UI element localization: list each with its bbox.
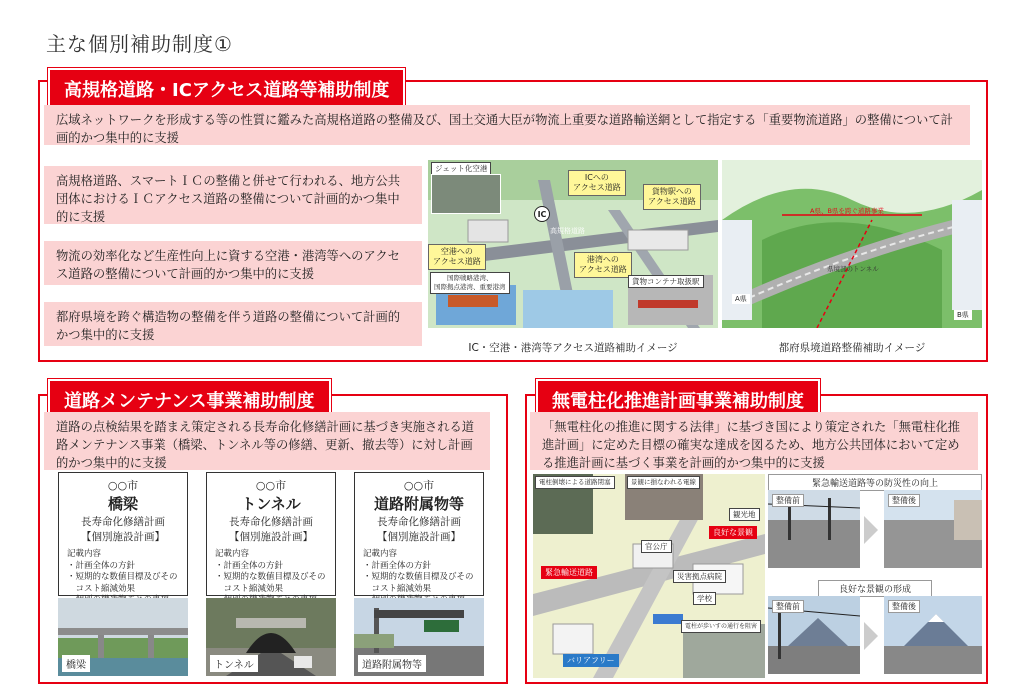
arrow-right-icon [864,622,878,650]
card-sub2: 【個別施設計画】 [81,531,165,543]
label-barrier-free: バリアフリー [563,654,619,667]
section-highway-tab: 高規格道路・ICアクセス道路等補助制度 [48,68,405,110]
card-item-line: ・計画全体の方針 [215,560,284,571]
airport-photo [431,174,501,214]
label-government-office: 官公庁 [641,540,672,553]
ic-access-caption: IC・空港・港湾等アクセス道路補助イメージ [468,342,678,354]
card-items-heading: 記載内容 [215,549,250,559]
label-expressway: 高規格道路 [550,227,585,235]
card-city: ○○市 [107,479,139,492]
panel1-title: 緊急輸送道路等の防災性の向上 [768,474,982,491]
card-name: トンネル [241,495,301,513]
card-items-heading: 記載内容 [67,549,102,559]
card-item-line: ・短期的な数値目標及びその [215,572,326,582]
ic-access-illustration [428,160,718,328]
panel-good-scenery [768,580,982,678]
panel2-after-label: 整備後 [888,600,920,613]
section-pole-free-tab: 無電柱化推進計画事業補助制度 [536,379,820,421]
label-jet-airport: ジェット化空港 [431,162,491,175]
label-scenery-harm: 景観に損なわれる電線 [627,476,700,489]
section-highway-intro: 広域ネットワークを形成する等の性質に鑑みた高規格道路の整備及び、国土交通大臣が物流上重要な道路輸送網として指定する「重要物流道路」の整備について計画的かつ集中的に支援 [44,105,970,145]
card-items-heading: 記載内容 [363,549,398,559]
road-accessories-photo-label: 道路附属物等 [358,655,426,672]
ic-mark: IC [534,206,550,222]
section-highway-item-2: 物流の効率化など生産性向上に資する空港・港湾等へのアクセス道路の整備について計画的かつ集中的に支援 [44,241,422,285]
label-good-scenery: 良好な景観 [709,526,757,539]
label-pref-b: B県 [954,310,972,320]
label-border-tunnel: 県境部のトンネル [827,265,879,273]
card-item-line: コスト縮減効果 [363,583,432,594]
label-freight-station-access: 貨物駅への アクセス道路 [643,184,701,210]
prefecture-border-drawing [722,160,982,328]
card-item-line: ・短期的な数値目標及びその [363,572,474,582]
label-airport-access-road: 空港への アクセス道路 [428,244,486,270]
tunnel-photo-label: トンネル [210,655,258,672]
label-pole-collapse-road: 電柱倒壊による道路閉塞 [535,476,615,489]
label-emergency-road: 緊急輸送道路 [541,566,597,579]
panel-disaster-resilience [768,474,982,572]
tunnel-photo [206,598,336,676]
page-title: 主な個別補助制度① [46,32,233,56]
section-maintenance-tab: 道路メンテナンス事業補助制度 [48,379,331,421]
panel2-before-label: 整備前 [772,600,804,613]
plan-card-tunnel [206,472,336,596]
card-item-line: コスト縮減効果 [67,583,136,594]
panel1-after-label: 整備後 [888,494,920,507]
section-maintenance-intro: 道路の点検結果を踏まえ策定される長寿命化修繕計画に基づき実施される道路メンテナンス事業（橋梁、トンネル等の修繕、更新、撤去等）に対し計画的かつ集中的に支援 [44,412,490,470]
panel1-before-label: 整備前 [772,494,804,507]
section-pole-free-intro: 「無電柱化の推進に関する法律」に基づき国により策定された「無電柱化推進計画」に定めた目標の確実な達成を図るため、地方公共団体において定める推進計画に基づく事業を計画的かつ集中的に支援 [530,412,978,470]
card-city: ○○市 [403,479,435,492]
label-disaster-hospital: 災害拠点病院 [673,570,726,583]
road-accessories-photo [354,598,484,676]
card-item-line: ・計画全体の方針 [67,560,136,571]
card-sub1: 長寿命化修繕計画 [81,516,165,528]
card-sub2: 【個別施設計画】 [377,531,461,543]
card-item-line: ・計画全体の方針 [363,560,432,571]
section-highway-item-3: 都府県境を跨ぐ構造物の整備を伴う道路の整備について計画的かつ集中的に支援 [44,302,422,346]
label-cross-prefecture: A県、B県を跨ぐ道路事業 [810,207,884,215]
prefecture-border-caption: 都府県境道路整備補助イメージ [778,342,926,354]
bridge-photo [58,598,188,676]
pole-free-city-map [533,474,765,678]
label-international-port: 国際戦略港湾、 国際拠点港湾、重要港湾 [430,272,510,294]
card-city: ○○市 [255,479,287,492]
card-sub1: 長寿命化修繕計画 [229,516,313,528]
label-pref-a: A県 [732,294,750,304]
label-port-access-road: 港湾への アクセス道路 [574,252,632,278]
plan-card-road-accessories [354,472,484,596]
card-sub2: 【個別施設計画】 [229,531,313,543]
arrow-right-icon [864,516,878,544]
panel2-title: 良好な景観の形成 [818,580,932,597]
label-pole-obstacle: 電柱が歩いすの通行を阻害 [681,620,761,633]
label-container-station: 貨物コンテナ取扱駅 [628,275,704,288]
card-name: 道路附属物等 [373,495,464,513]
prefecture-border-illustration [722,160,982,328]
label-school: 学校 [693,592,716,605]
bridge-photo-label: 橋梁 [62,655,90,672]
card-name: 橋梁 [107,495,138,513]
card-sub1: 長寿命化修繕計画 [377,516,461,528]
label-ic-access-road: ICへの アクセス道路 [568,170,626,196]
card-item-line: ・短期的な数値目標及びその [67,572,178,582]
card-item-line: コスト縮減効果 [215,583,284,594]
label-sightseeing: 観光地 [729,508,760,521]
section-highway-item-1: 高規格道路、スマートＩＣの整備と併せて行われる、地方公共団体におけるＩＣアクセス道路の整備について計画的かつ集中的に支援 [44,166,422,224]
plan-card-bridge [58,472,188,596]
